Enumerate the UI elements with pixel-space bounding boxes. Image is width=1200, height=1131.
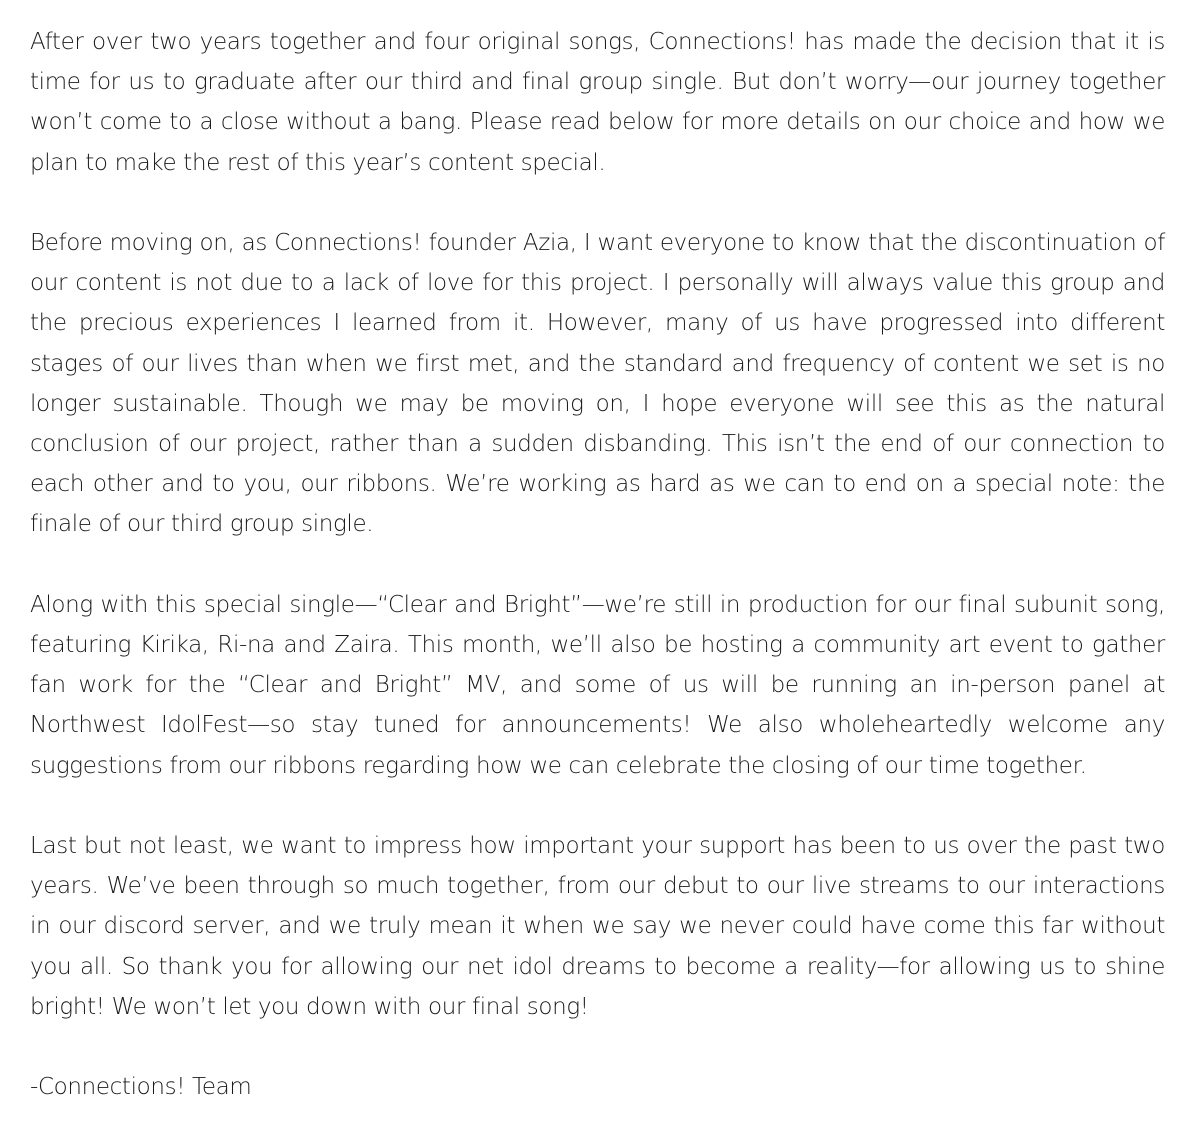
- paragraph-graduation-announcement: After over two years together and four original songs, Connections! has made the decision that it is time for us to graduate after our third and final group single. But don’t worry—our journey together won’t come to a close without a bang. Please read below for more details on our choice and how we plan to make the rest of this year’s content special.: [30, 29, 1165, 176]
- signoff: -Connections! Team: [30, 1074, 252, 1101]
- paragraph-thank-you: Last but not least, we want to impress how important your support has been to us over the past two years. We’ve been through so much together, from our debut to our live streams to our interactions in our discord server, and we truly mean it when we say we never could have come this far without you all. So thank you for allowing our net idol dreams to become a reality—for allowing us to shine bright! We won’t let you down with our final song!: [30, 833, 1165, 1020]
- paragraph-upcoming-content: Along with this special single—“Clear and Bright”—we’re still in production for our final subunit song, featuring Kirika, Ri-na and Zaira. This month, we’ll also be hosting a community art event to gather fan work for the “Clear and Bright” MV, and some of us will be running an in-person panel at Northwest IdolFest—so stay tuned for announcements! We also wholeheartedly welcome any suggestions from our ribbons regarding how we can celebrate the closing of our time together.: [30, 591, 1165, 779]
- paragraph-founder-message: Before moving on, as Connections! founder Azia, I want everyone to know that the discontinuation of our content is not due to a lack of love for this project. I personally will always value this group and the precious experiences I learned from it. However, many of us have progressed into different stages of our lives than when we first met, and the standard and frequency of content we set is no longer sustainable. Though we may be moving on, I hope everyone will see this as the natural conclusion of our project, rather than a sudden disbanding. This isn’t the end of our connection to each other and to you, our ribbons. We’re working as hard as we can to end on a special note: the finale of our third group single.: [30, 230, 1165, 538]
